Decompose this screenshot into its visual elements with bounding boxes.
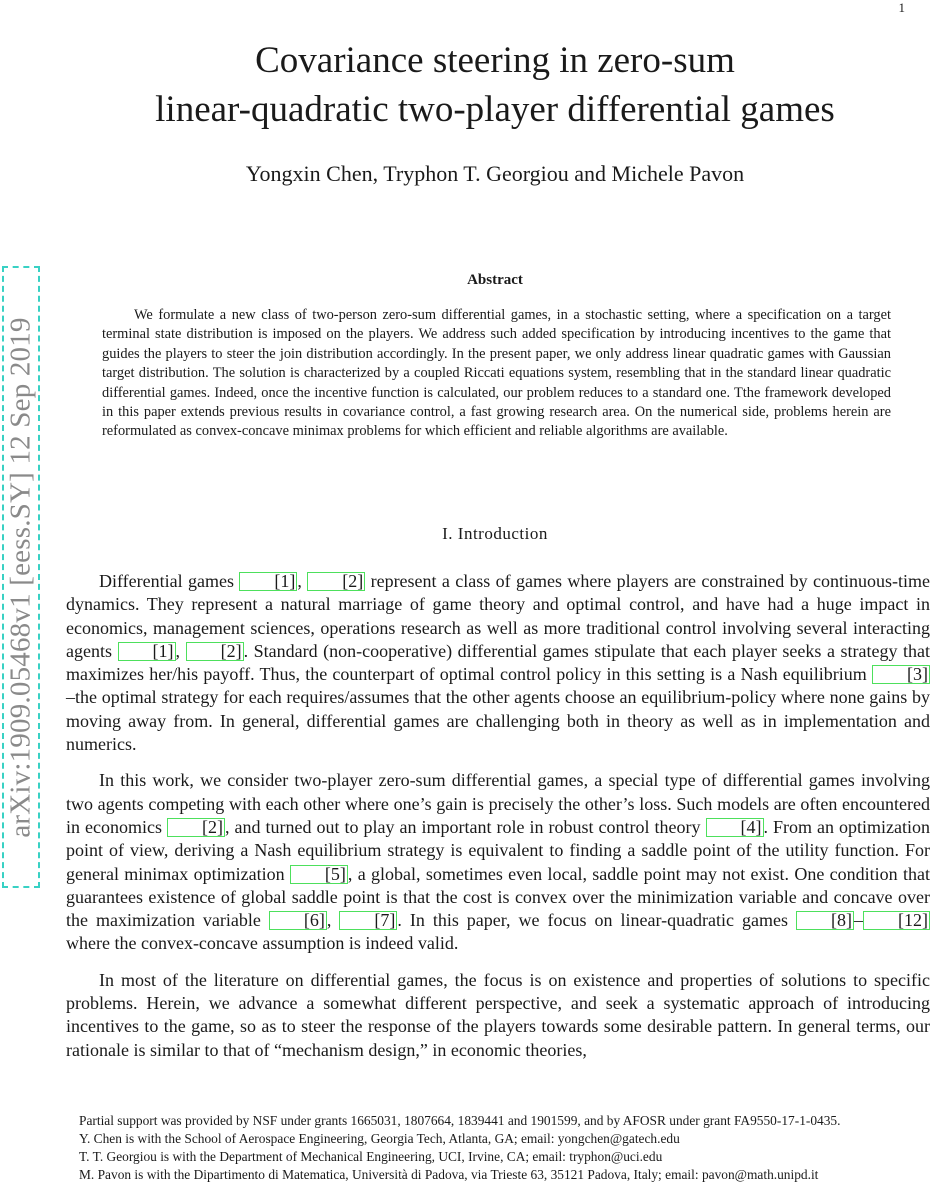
text-span: . Standard (non-cooperative) differential games stipulate that each player seeks a strategy that maximizes her/his payoff. Thus, the counterpart of optimal control policy in this setting is a Nash equilibrium [66,640,931,685]
citation-link[interactable]: [8] [796,911,854,930]
paper-title-line-2: linear-quadratic two-player differential games [155,89,835,130]
paragraph-1 [66,570,930,756]
citation-link[interactable]: [2] [186,642,244,661]
abstract-heading: Abstract [467,272,523,288]
paragraph-3: In most of the literature on differential games, the focus is on existence and properties of solutions to specific problems. Herein, we advance a somewhat different perspective, and seek a systematic approach of introducing incentives to the game, so as to steer the response of the players towards some desirable pattern. In general terms, our rationale is similar to that of “mechanism design,” in economic theories, [66,969,930,1060]
text-span: , [326,910,340,931]
introduction-body [66,570,930,1075]
citation-link[interactable]: [2] [167,818,225,837]
citation-link[interactable]: [12] [863,911,930,930]
text-span: , [297,571,308,591]
footnotes [66,1112,930,1184]
footnote-author-pavon: M. Pavon is with the Dipartimento di Matematica, Università di Padova, via Trieste 63, 35121 Padova, Italy; email: pavon@math.unipd.it [79,1167,819,1182]
abstract-body: We formulate a new class of two-person zero-sum differential games, in a stochastic setting, where a specification on a target terminal state distribution is imposed on the players. We address such added specification by introducing incentives to the game that guides the players to steer the join distribution accordingly. In the present paper, we only address linear quadratic games with Gaussian target distribution. The solution is characterized by a coupled Riccati equations system, resembling that in the standard linear quadratic differential games. Indeed, once the incentive function is calculated, our problem reduces to a standard one. Tthe framework developed in this paper extends previous results in covariance control, a fast growing research area. On the numerical side, problems herein are reformulated as convex-concave minimax problems for which efficient and reliable algorithms are available. [102,307,891,440]
text-span: , and turned out to play an important role in robust control theory [225,816,706,837]
paper-title-line-1: Covariance steering in zero-sum [255,40,735,81]
text-span: –the optimal strategy for each requires/assumes that the other agents choose an equilibrium-policy where none gains by moving away from. In general, differential games are challenging both in theory as well as in implementation and numerics. [66,687,930,755]
text-span: represent a class of games where players are constrained by continuous-time dynamics. They represent a natural marriage of game theory and optimal control, and have had a huge impact in economics, management sciences, operations research as well as more traditional control involving several interacting agents [66,571,931,661]
citation-link[interactable]: [1] [239,572,297,591]
paper-title [80,36,910,134]
arxiv-identifier-text: arXiv:1909.05468v1 [eess.SY] 12 Sep 2019 [4,316,37,838]
text-span: . In this paper, we focus on linear-quadratic games [397,910,796,931]
text-span: , a global, sometimes even local, saddle point may not exist. One condition that guarantees existence of global saddle point is that the cost is convex over the minimization variable and concave over the maximization variable [66,863,930,931]
text-span: Differential games [99,571,240,591]
text-span: where the convex-concave assumption is indeed valid. [66,933,459,954]
author-list: Yongxin Chen, Tryphon T. Georgiou and Michele Pavon [245,161,745,186]
paragraph-2 [66,769,930,955]
page-number: 1 [898,0,905,15]
citation-link[interactable]: [5] [290,865,348,884]
citation-link[interactable]: [6] [269,911,327,930]
citation-link[interactable]: [2] [307,572,365,591]
citation-link[interactable]: [1] [118,642,176,661]
text-span: In this work, we consider two-player zero-sum differential games, a special type of differential games involving two agents competing with each other where one’s gain is precisely the other’s loss. Such models are often encountered in economics [66,770,930,837]
section-heading-introduction: I. Introduction [442,524,548,543]
text-span: . From an optimization point of view, deriving a Nash equilibrium strategy is equivalent to finding a saddle point of the utility function. For general minimax optimization [66,816,931,884]
footnote-author-chen: Y. Chen is with the School of Aerospace Engineering, Georgia Tech, Atlanta, GA; email: yongchen@gatech.edu [79,1131,680,1146]
citation-link[interactable]: [3] [872,665,930,684]
arxiv-identifier-link[interactable] [2,266,40,888]
citation-link[interactable]: [4] [706,818,764,837]
text-span: – [853,910,863,931]
footnote-author-georgiou: T. T. Georgiou is with the Department of Mechanical Engineering, UCI, Irvine, CA; email: tryphon@uci.edu [79,1149,663,1164]
citation-link[interactable]: [7] [339,911,397,930]
footnote-funding: Partial support was provided by NSF under grants 1665031, 1807664, 1839441 and 1901599, and by AFOSR under grant FA9550-17-1-0435. [79,1113,841,1128]
text-span: , [175,640,186,661]
